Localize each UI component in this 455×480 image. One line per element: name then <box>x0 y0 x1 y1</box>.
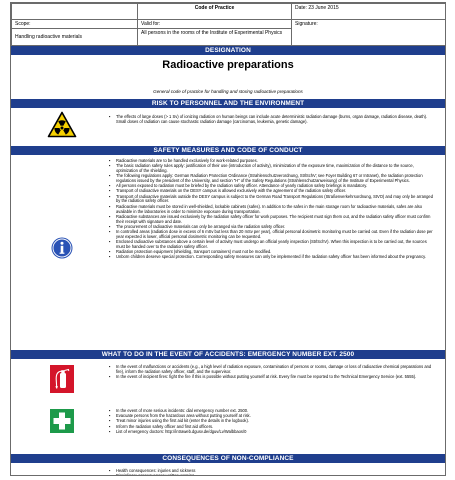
valid-label: Valid for: <box>138 20 292 29</box>
safety-item: ▪ In controlled areas (radiation dose in excess of 6 mSv but less than 20 mSv per year), official personal dosimetric monitoring must be carried out. Even if the radiation dose per year expected is lower, official personal dosimetric monitoring can be requested. <box>116 230 435 240</box>
designation-bar: DESIGNATION <box>11 46 445 55</box>
consequence-item: ▪ Disciplinary consequences: written warning <box>116 474 435 476</box>
header-table <box>11 3 446 46</box>
first-aid-section <box>11 403 445 454</box>
safety-heading: SAFETY MEASURES AND CODE OF CONDUCT <box>11 146 445 155</box>
information-icon <box>51 237 73 259</box>
radiation-warning-icon <box>47 111 77 138</box>
risk-heading: RISK TO PERSONNEL AND THE ENVIRONMENT <box>11 99 445 108</box>
document-subtitle: Radioactive preparations <box>162 59 294 71</box>
safety-section <box>11 155 445 350</box>
signature-field: Signature: <box>292 20 447 46</box>
first-aid-item: ▪ List of emergency doctors: http://intraweb.dgusv.de/dguv/Lv/Walbbaos/0 <box>116 430 435 435</box>
document-title: Code of Practice <box>138 4 292 20</box>
safety-item: ▪ Radioactive materials must be stored in well-shielded, lockable cabinets (safes). In addition to the safes in the main storage room for radioactive materials, safes are also available in the laboratories in order to minimize exposure during transportation. <box>116 205 435 215</box>
safety-item: ▪ Transport of radioactive materials on the DESY campus is allowed exclusively with the agreement of the radiation safety officer. <box>116 189 435 194</box>
safety-item: ▪ Radioactive materials are to be handled exclusively for work-related purposes. <box>116 159 435 164</box>
safety-item: ▪ Radioactive substances are issued exclusively by the radiation safety officer for work purposes. The recipient must sign them out, and the radiation safety officer must confirm their receipt with signature and date. <box>116 215 435 225</box>
first-aid-item: ▪ Inform the radiation safety officer and first aid officers. <box>116 425 435 430</box>
valid-value: All persons in the rooms of the Institute of Experimental Physics <box>138 29 292 46</box>
risk-item: ▪ The effects of large doses (> 1 Sv) of ionizing radiation on human beings can include acute deterministic radiation damage (burns, organ damage, radiation disease, death). Small doses of radiation can cause stochastic radiation damage (carcinomas, leukemia, genetic damage). <box>116 115 435 125</box>
safety-item: ▪ Unborn children deserve special protection. Corresponding safety measures can only be implemented if the radiation safety officer has been informed about the pregnancy. <box>116 255 435 260</box>
safety-item: ▪ Transport of radioactive materials outside the DESY campus is subject to the German Road Transport Regulations (Straßenverkehrsordnung, StVO) and may only be arranged by the radiation safety officer. <box>116 195 435 205</box>
first-aid-item: ▪ In the event of more serious incidents: dial emergency number ext. 2500. <box>116 409 435 414</box>
general-note: General code of practice for handling and storing radioactive preparations <box>153 89 303 94</box>
consequences-section <box>11 463 445 476</box>
scope-label: Scope: <box>12 20 138 29</box>
safety-item: ▪ All persons exposed to radiation must be briefed by the radiation safety officer. Attendance of yearly radiation safety briefings is mandatory. <box>116 184 435 189</box>
header-empty-cell <box>12 4 138 20</box>
scope-value: Handling radioactive materials <box>12 29 138 46</box>
first-aid-cross-icon <box>50 409 74 433</box>
risk-section <box>11 108 445 146</box>
fire-item: ▪ In the event of malfunctions or accidents (e.g., a high level of radiation exposure, contamination of persons or rooms, damage or loss of radioactive chemical preparations and fire), inform the radiation safety officer, staff, and the supervisor. <box>116 365 435 375</box>
safety-item: ▪ Radiation protection equipment (shielding, transport containers) must not be modified. <box>116 250 435 255</box>
fire-section <box>11 359 445 403</box>
safety-item: ▪ The basic radiation safety rules apply: justification of their use (introduction of activity), minimization of the exposure time, maximization of the distance to the source, optimization of the shielding. <box>116 164 435 174</box>
date-field: Date: 23 June 2015 <box>292 4 447 20</box>
consequence-item: ▪ Health consequences: injuries and sickness <box>116 469 435 474</box>
safety-item: ▪ Enclosed radioactive substances above a certain level of activity must undergo an official yearly inspection (StrlSchV). When this inspection is to be carried out, the sources must be handed over to the radiation safety officer. <box>116 240 435 250</box>
first-aid-item: ▪ Treat minor injuries using the first aid kit (enter the details in the logbook). <box>116 419 435 424</box>
consequences-heading: CONSEQUENCES OF NON-COMPLIANCE <box>11 454 445 463</box>
safety-item: ▪ The following regulations apply: German Radiation Protection Ordinance (Strahlenschutzverordnung, StrlSchV; see Foyer Building 67 or Intranet), the radiation protection regulations issued by the president of the University, and section "H" of the Safety Regulations (Strahlenschutzanweisung) of the Institute of Experimental Physics. <box>116 174 435 184</box>
fire-item: ▪ In the event of incipient fires: fight the fire if this is possible without putting yourself at risk. Every fire must be reported to the Technical Emergency Service (ext. 5555). <box>116 375 435 380</box>
fire-extinguisher-icon <box>50 365 74 393</box>
code-of-practice-document <box>10 2 446 476</box>
safety-item: ▪ The procurement of radioactive materials can only be arranged via the radiation safety officer. <box>116 225 435 230</box>
first-aid-item: ▪ Evacuate persons from the hazardous area without putting yourself at risk. <box>116 414 435 419</box>
accidents-heading: WHAT TO DO IN THE EVENT OF ACCIDENTS: EMERGENCY NUMBER EXT. 2500 <box>11 350 445 359</box>
